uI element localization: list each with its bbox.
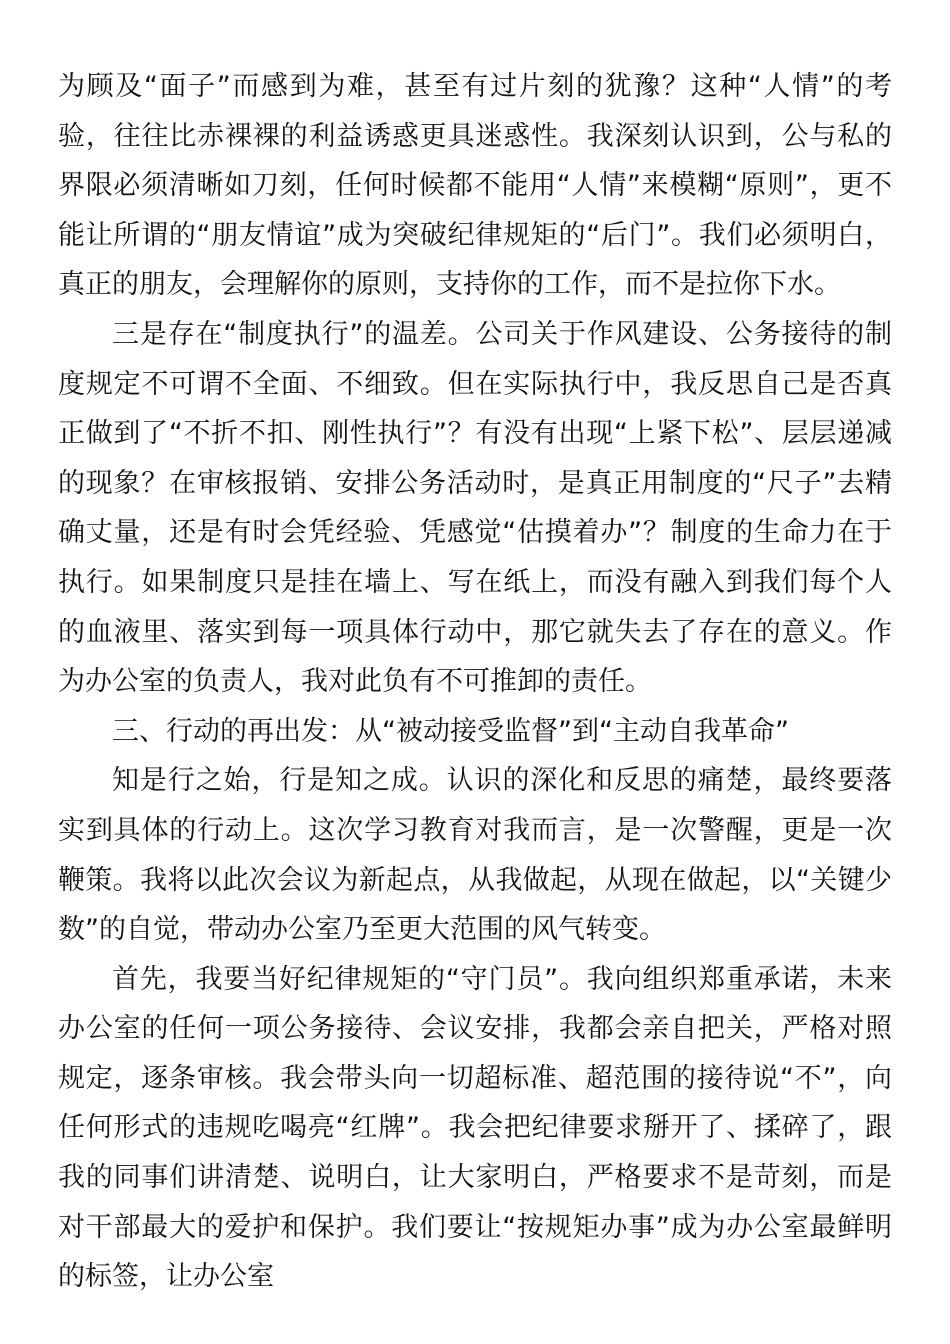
paragraph-5: 首先，我要当好纪律规矩的“守门员”。我向组织郑重承诺，未来办公室的任何一项公务接待、会议安排，我都会亲自把关，严格对照规定，逐条审核。我会带头向一切超标准、超范围的接待说“不”，向任何形式的违规吃喝亮“红牌”。我会把纪律要求掰开了、揉碎了，跟我的同事们讲清楚、说明白，让大家明白，严格要求不是苛刻，而是对干部最大的爱护和保护。我们要让“按规矩办事”成为办公室最鲜明的标签，让办公室 bbox=[58, 963, 892, 1293]
paragraph-1: 为顾及“面子”而感到为难，甚至有过片刻的犹豫？这种“人情”的考验，往往比赤裸裸的利益诱惑更具迷惑性。我深刻认识到，公与私的界限必须清晰如刀刻，任何时候都不能用“人情”来模糊“原则”，更不能让所谓的“朋友情谊”成为突破纪律规矩的“后门”。我们必须明白，真正的朋友，会理解你的原则，支持你的工作，而不是拉你下水。 bbox=[58, 71, 892, 301]
document-page bbox=[58, 62, 892, 1302]
paragraph-4: 知是行之始，行是知之成。认识的深化和反思的痛楚，最终要落实到具体的行动上。这次学习教育对我而言，是一次警醒，更是一次鞭策。我将以此次会议为新起点，从我做起，从现在做起，以“关键少数”的自觉，带动办公室乃至更大范围的风气转变。 bbox=[58, 765, 892, 946]
section-heading-3: 三、行动的再出发：从“被动接受监督”到“主动自我革命” bbox=[112, 715, 789, 747]
paragraph-2: 三是存在“制度执行”的温差。公司关于作风建设、公务接待的制度规定不可谓不全面、不细致。但在实际执行中，我反思自己是否真正做到了“不折不扣、刚性执行”？有没有出现“上紧下松”、层层递减的现象？在审核报销、安排公务活动时，是真正用制度的“尺子”去精确丈量，还是有时会凭经验、凭感觉“估摸着办”？制度的生命力在于执行。如果制度只是挂在墙上、写在纸上，而没有融入到我们每个人的血液里、落实到每一项具体行动中，那它就失去了存在的意义。作为办公室的负责人，我对此负有不可推卸的责任。 bbox=[58, 318, 892, 698]
